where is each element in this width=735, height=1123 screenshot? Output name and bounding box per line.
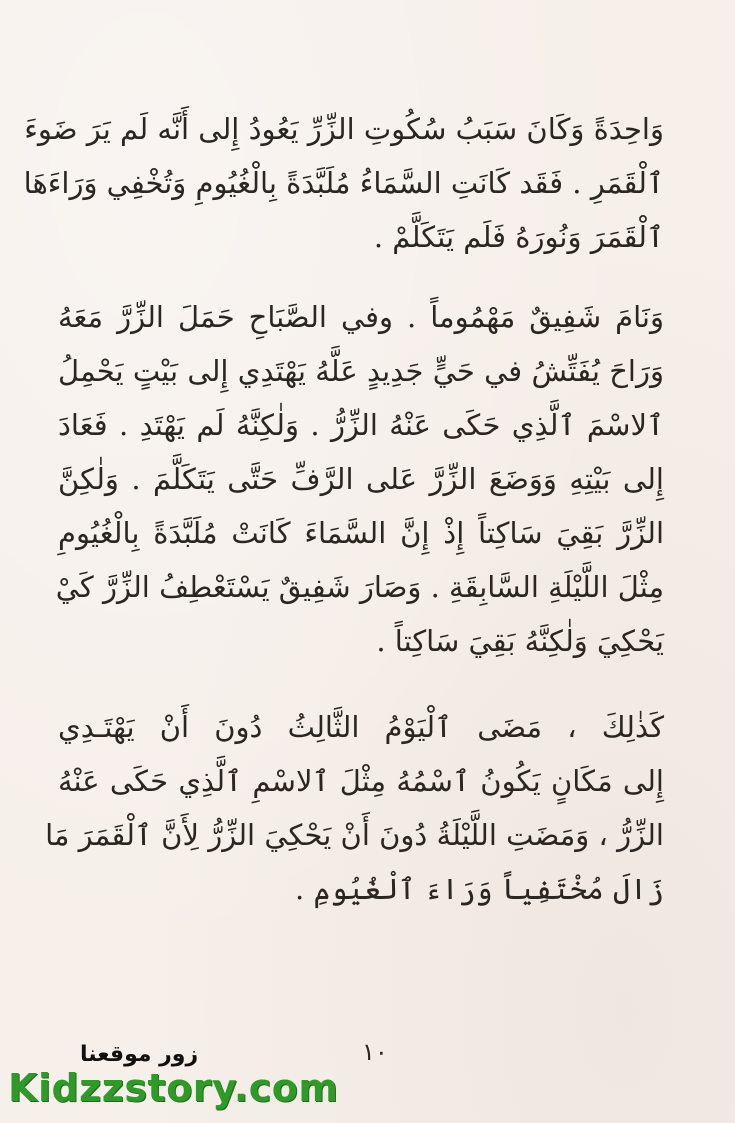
watermark-arabic: زور موقعنا — [80, 1042, 199, 1067]
paragraph-2 — [55, 290, 664, 668]
text-line: الزِّرَّ بَقِيَ سَاكِتاً إِذْ إِنَّ السَّمَاءَ كَانَتْ مُلَبَّدَةً بِالْغُيُومِ — [58, 516, 664, 550]
text-line: إِلى مَكَانٍ يَكُونُ ٱسْمُهُ مِثْلَ ٱلاسْمِ ٱلَّذِي حَكَى عَنْهُ — [58, 764, 664, 798]
paragraph-1 — [23, 102, 664, 264]
text-line: إِلى بَيْتِهِ وَوَضَعَ الزِّرَّ عَلى الرَّفِّ حَتَّى يَتَكَلَّمَ . وَلٰكِنَّ — [58, 462, 664, 496]
watermark-logo: Kidzzstory.com — [8, 1066, 339, 1110]
text-line: الزِّرُّ ، وَمَضَتِ اللَّيْلَةُ دُونَ أَنْ يَحْكِيَ الزِّرُّ لِأَنَّ ٱلْقَمَرَ مَا — [45, 818, 664, 852]
text-line: كَذٰلِكَ ، مَضَى ٱلْيَوْمُ الثَّالِثُ دُونَ أَنْ يَهْتَـدِي — [58, 710, 664, 744]
text-line: وَنَامَ شَفِيقٌ مَهْمُوماً . وفي الصَّبَاحِ حَمَلَ الزِّرَّ مَعَهُ — [58, 300, 664, 334]
paragraph-3 — [45, 700, 664, 916]
text-line: زَالَ مُخْتَفِياً وَرَاءَ ٱلْغُيُومِ . — [295, 872, 664, 906]
text-line: ٱلاسْمَ ٱلَّذِي حَكَى عَنْهُ الزِّرُّ . وَلٰكِنَّهُ لَم يَهْتَدِ . فَعَادَ — [58, 408, 664, 442]
text-line: وَرَاحَ يُفَتِّشُ في حَيٍّ جَدِيدٍ عَلَّهُ يَهْتَدِي إِلى بَيْتٍ يَحْمِلُ — [58, 354, 664, 388]
text-line: ٱلْقَمَرِ . فَقَد كَانَتِ السَّمَاءُ مُلَبَّدَةً بِالْغُيُومِ وَتُخْفِي وَرَاءَهَا — [23, 166, 664, 200]
page-number: ١٠ — [362, 1038, 388, 1066]
text-line: مِثْلَ اللَّيْلَةِ السَّابِقَةِ . وَصَارَ شَفِيقٌ يَسْتَعْطِفُ الزِّرَّ كَيْ — [55, 570, 664, 604]
text-line: ٱلْقَمَرَ وَنُورَهُ فَلَم يَتَكَلَّمْ . — [373, 220, 664, 254]
text-line: وَاحِدَةً وَكَانَ سَبَبُ سُكُوتِ الزِّرِّ يَعُودُ إِلى أَنَّه لَم يَرَ ضَوءَ — [24, 112, 664, 146]
text-line: يَحْكِيَ وَلٰكِنَّهُ بَقِيَ سَاكِتاً . — [376, 624, 664, 658]
